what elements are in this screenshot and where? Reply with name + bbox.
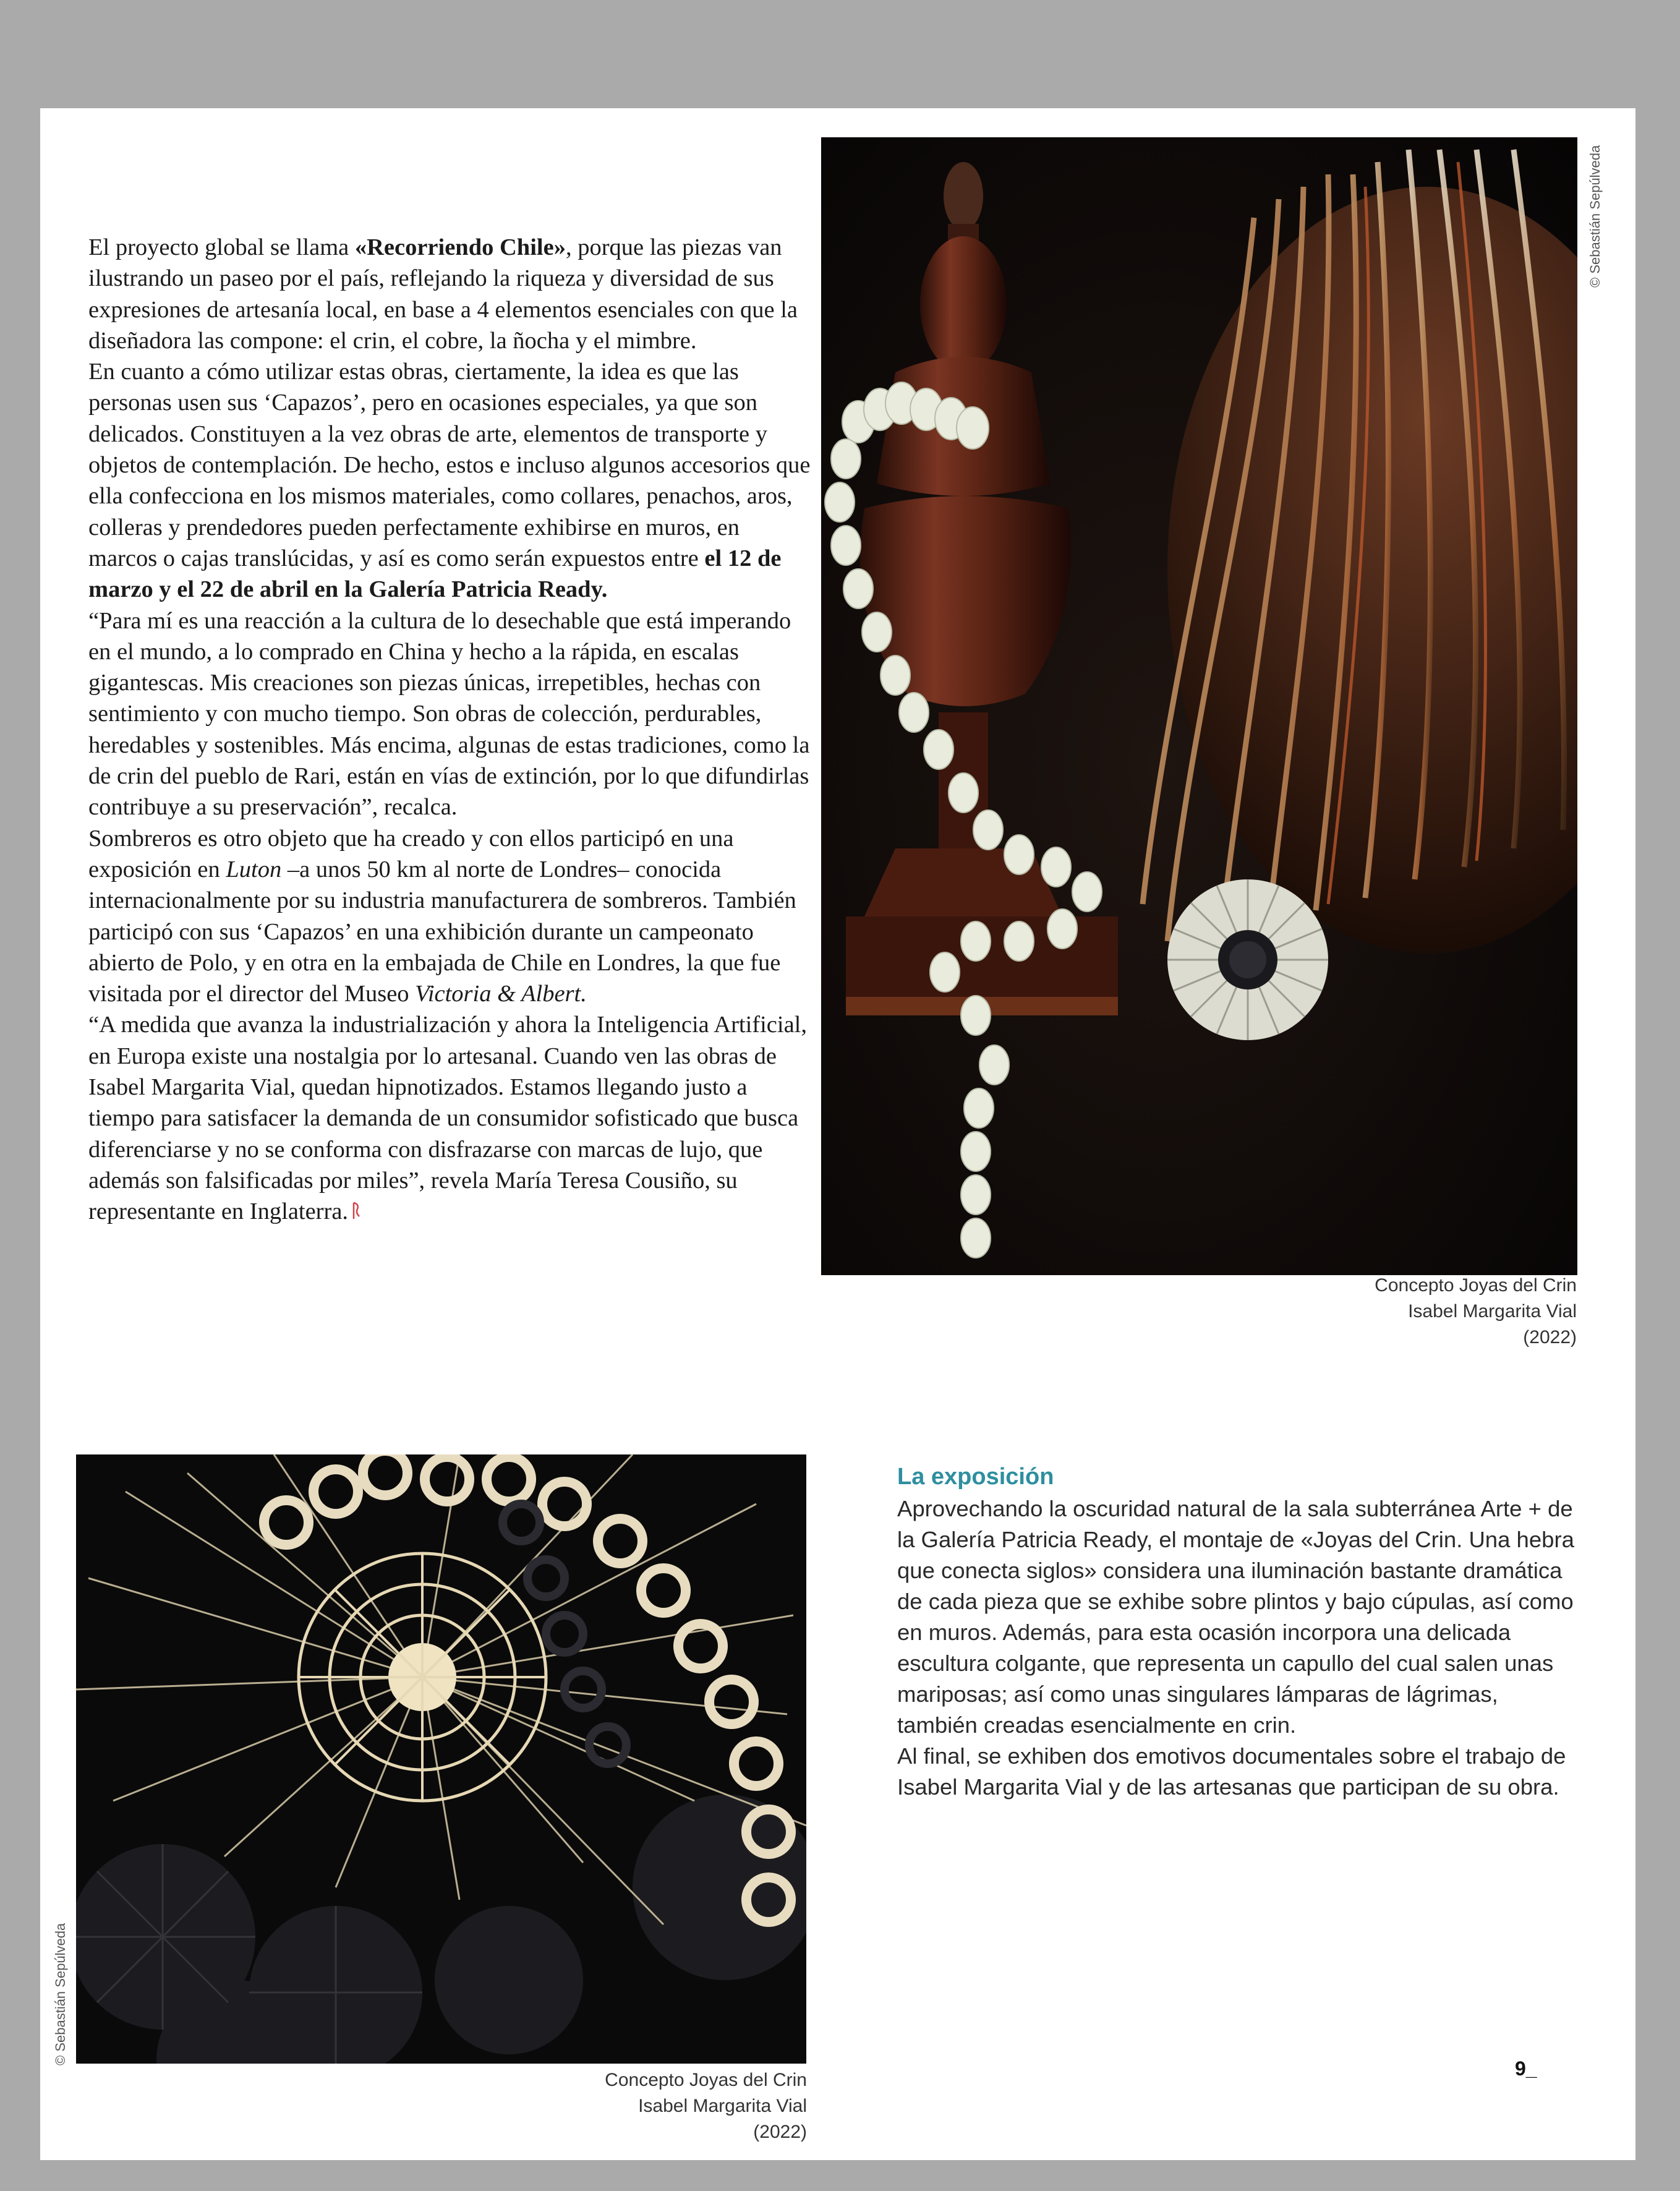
text-run: –a unos 50 km al norte de Londres– conocida internacionalmente por su industria manufacturera de sombreros. También participó con sus ‘Capazos’ en una exhibición durante un campeonato abierto de Polo, y en otra en la embajada de Chile en Londres, la que fue visitada por el director del Museo	[88, 856, 796, 1007]
article-body	[88, 232, 812, 1228]
photo-caption	[1375, 1273, 1577, 1351]
caption-line: (2022)	[1523, 1327, 1577, 1347]
text-run: En cuanto a cómo utilizar estas obras, ciertamente, la idea es que las personas usen sus ‘Capazos’, pero en ocasiones especiales, ya que son delicados. Constituyen a la vez obras de arte, elementos de transporte y objetos de contemplación. De hecho, estos e incluso algunos accesorios que ella confecciona en los mismos materiales, como collares, penachos, aros, colleras y prendedores pueden perfectamente exhibirse en muros, en marcos o cajas translúcidas, y así es como serán expuestos entre	[88, 359, 811, 571]
article-paragraph	[88, 823, 812, 1010]
sidebar-paragraph: Aprovechando la oscuridad natural de la sala subterránea Arte + de la Galería Patricia Ready, el montaje de «Joyas del Crin. Una hebra que conecta siglos» considera una iluminación bastante dramática de cada pieza que se exhibe sobre plintos y bajo cúpulas, así como en muros. Además, para esta ocasión incorpora una delicada escultura colgante, que representa un capullo del cual salen unas mariposas; así como unas singulares lámparas de lágrimas, también creadas esencialmente en crin.	[897, 1496, 1574, 1738]
photo-credit: © Sebastián Sepúlveda	[53, 1923, 68, 2065]
photo-urn-necklace	[821, 137, 1577, 1275]
text-run: Victoria & Albert.	[415, 981, 587, 1007]
photo-credit: © Sebastián Sepúlveda	[1587, 145, 1603, 288]
text-run: Sombreros es otro objeto que ha creado y con ellos participó en una exposición en	[88, 825, 734, 882]
caption-line: Isabel Margarita Vial	[1408, 1301, 1577, 1322]
text-run: «Recorriendo Chile»	[354, 234, 566, 260]
caption-line: (2022)	[753, 2122, 807, 2142]
magazine-page	[40, 108, 1635, 2160]
text-run: El proyecto global se llama	[88, 234, 355, 260]
caption-line: Concepto Joyas del Crin	[1375, 1275, 1577, 1296]
page-number: 9_	[1515, 2057, 1537, 2080]
text-run: , porque las piezas van ilustrando un paseo por el país, reflejando la riqueza y diversidad de sus expresiones de artesanía local, en base a 4 elementos esenciales con que la diseñadora las compone: el crin, el cobre, la ñocha y el mimbre.	[88, 234, 798, 354]
sidebar-title: La exposición	[897, 1464, 1054, 1490]
article-paragraph	[88, 1009, 812, 1227]
article-paragraph	[88, 605, 812, 823]
caption-line: Concepto Joyas del Crin	[605, 2070, 807, 2090]
end-mark-icon	[352, 1202, 360, 1220]
sidebar-paragraph: Al final, se exhiben dos emotivos documentales sobre el trabajo de Isabel Margarita Vial y de las artesanas que participan de su obra.	[897, 1743, 1566, 1800]
article-paragraph	[88, 356, 812, 605]
photo-crin-jewelry	[76, 1454, 806, 2064]
text-run: “A medida que avanza la industrialización y ahora la Inteligencia Artificial, en Europa existe una nostalgia por lo artesanal. Cuando ven las obras de Isabel Margarita Vial, quedan hipnotizados. Estamos llegando justo a tiempo para satisfacer la demanda de un consumidor sofisticado que busca diferenciarse y no se conforma con disfrazarse con marcas de lujo, que además son falsificadas por miles”, revela María Teresa Cousiño, su representante en Inglaterra.	[88, 1012, 807, 1225]
article-paragraph	[88, 232, 812, 356]
photo-caption	[498, 2067, 807, 2145]
text-run: “Para mí es una reacción a la cultura de lo desechable que está imperando en el mundo, a lo comprado en China y hecho a la rápida, en escalas gigantescas. Mis creaciones son piezas únicas, irrepetibles, hechas con sentimiento y con mucho tiempo. Son obras de colección, perdurables, heredables y sostenibles. Más encima, algunas de estas tradiciones, como la de crin del pueblo de Rari, están en vías de extinción, por lo que difundirlas contribuye a su preservación”, recalca.	[88, 607, 810, 821]
sidebar-box	[897, 1461, 1584, 1803]
text-run: el 12 de marzo y el 22 de abril en la Galería Patricia Ready.	[88, 545, 782, 603]
text-run: Luton	[226, 856, 282, 882]
caption-line: Isabel Margarita Vial	[638, 2096, 807, 2116]
